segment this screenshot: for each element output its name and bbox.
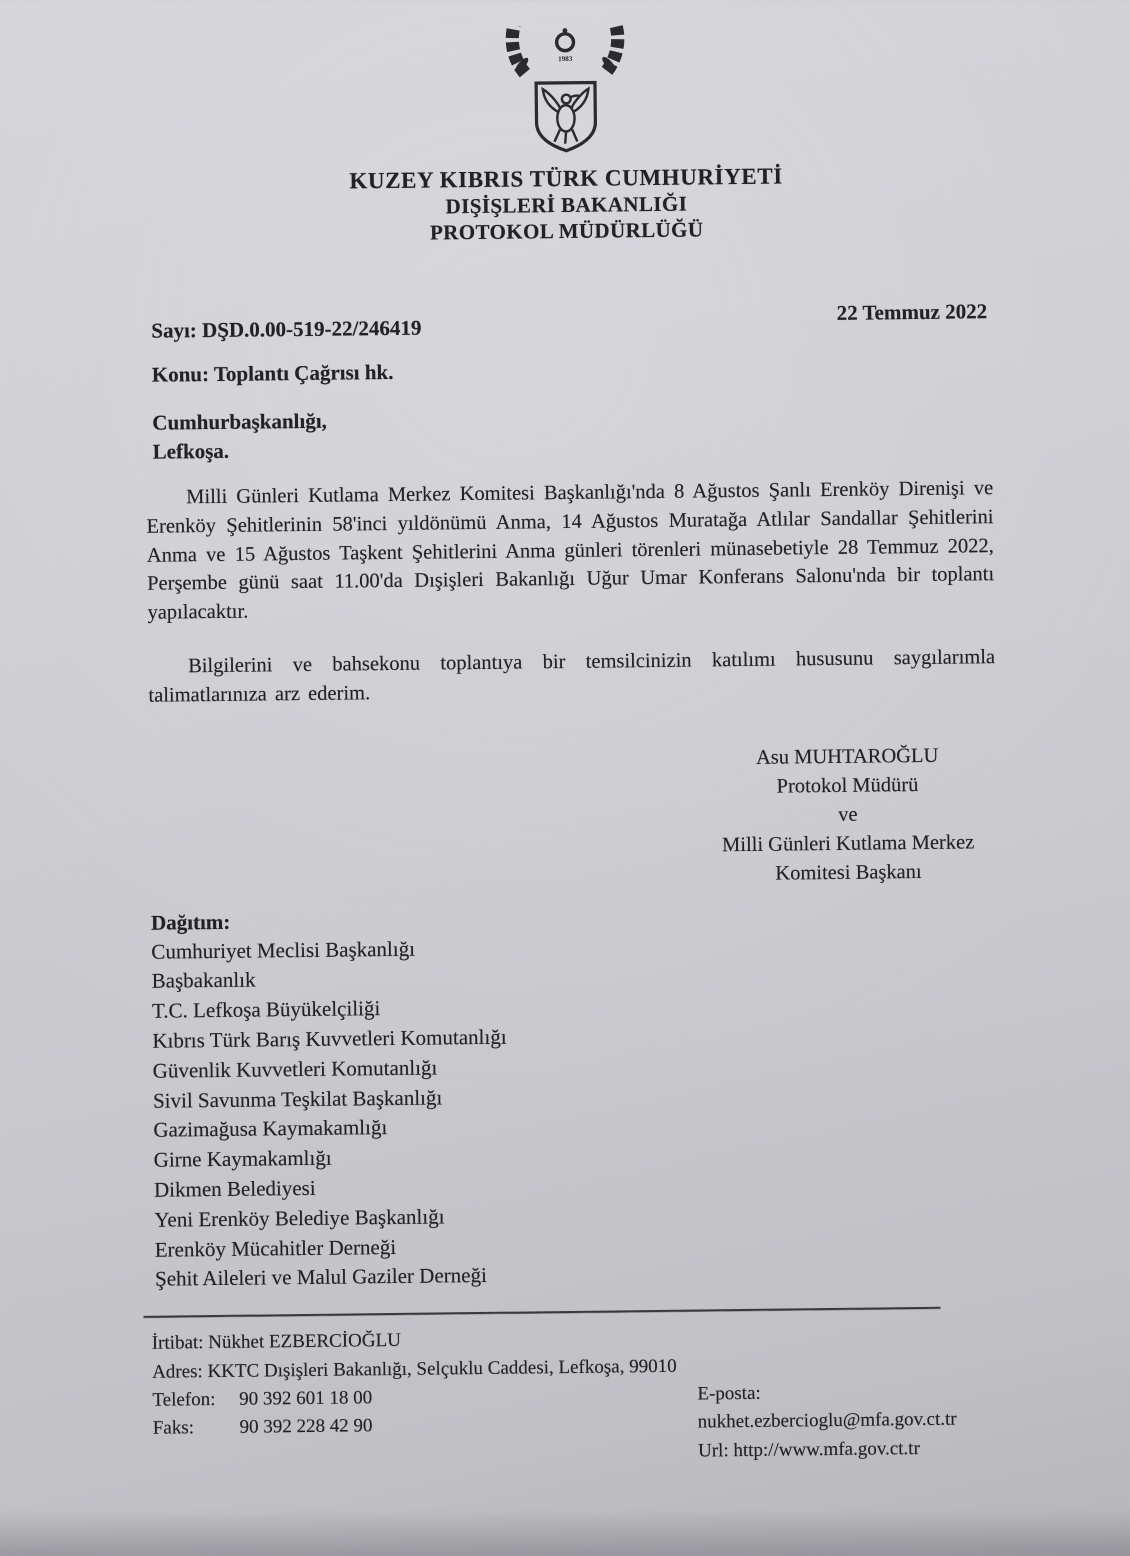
distribution-item: Kıbrıs Türk Barış Kuvvetleri Komutanlığı — [152, 1024, 507, 1053]
org-title-directorate: PROTOKOL MÜDÜRLÜĞÜ — [429, 217, 704, 245]
distribution-item: Cumhuriyet Meclisi Başkanlığı — [151, 936, 416, 964]
kktc-coat-of-arms-icon — [141, 21, 989, 167]
footer-email-line — [697, 1377, 1004, 1437]
signer-title-3: Komitesi Başkanı — [775, 860, 922, 885]
subject-value: Toplantı Çağrısı hk. — [213, 359, 394, 386]
email-value: nukhet.ezbercioglu@mfa.gov.ct.tr — [697, 1408, 957, 1433]
footer-fax-line — [153, 1409, 698, 1444]
footer-right-column — [697, 1377, 1004, 1466]
signer-title-2: Milli Günleri Kutlama Merkez — [721, 830, 975, 856]
distribution-item: Şehit Aileleri ve Malul Gaziler Derneği — [154, 1263, 487, 1292]
distribution-item: Dikmen Belediyesi — [153, 1175, 316, 1202]
distribution-label: Dağıtım: — [150, 909, 231, 935]
distribution-item: Güvenlik Kuvvetleri Komutanlığı — [152, 1055, 438, 1083]
signer-title-1: Protokol Müdürü — [776, 773, 919, 798]
footer-left-column — [152, 1380, 698, 1471]
footer-url-line — [698, 1434, 1004, 1466]
reference-label: Sayı: — [151, 318, 197, 343]
recipient-block — [145, 399, 993, 467]
letter-date: 22 Temmuz 2022 — [836, 299, 988, 325]
contact-label: İrtibat: — [151, 1332, 204, 1354]
org-title-ministry: DIŞİŞLERİ BAKANLIĞI — [445, 191, 688, 219]
distribution-item: Sivil Savunma Teşkilat Başkanlığı — [152, 1084, 443, 1113]
subject-line — [145, 353, 992, 388]
crescent-icon — [556, 34, 573, 51]
body-paragraph-2: Bilgilerini ve bahsekonu toplantıya bir temsilcinizin katılımı hususunu saygılarımla talimatlarınıza arz ederim. — [148, 646, 996, 707]
phone-label: Telefon: — [152, 1388, 216, 1411]
reference-number — [144, 316, 421, 344]
contact-value: Nükhet EZBERCİOĞLU — [208, 1330, 401, 1354]
footer-divider — [143, 1307, 940, 1318]
body-paragraph-1: Milli Günleri Kutlama Merkez Komitesi Başkanlığı'nda 8 Ağustos Şanlı Erenköy Direnişi ve Erenköy Şehitlerinin 58'inci yıldönümü Anma, 14 Ağustos Muratağa Atlılar Sandallar Şehitlerini Anma ve 15 Ağustos Taşkent Şehitlerini Anma günleri törenleri münasebetiyle 28 Temmuz 2022, Perşembe günü saat 11.00'da Dışişleri Bakanlığı Uğur Umar Konferans Salonu'nda bir toplantı yapılacaktır. — [146, 477, 995, 624]
emblem-year: 1983 — [557, 54, 572, 64]
signature-block — [692, 741, 1004, 890]
subject-label: Konu: — [151, 362, 210, 387]
emblem-svg — [493, 25, 637, 163]
url-value: http://www.mfa.gov.ct.tr — [733, 1437, 920, 1461]
fax-label: Faks: — [152, 1417, 195, 1440]
org-title-country: KUZEY KIBRIS TÜRK CUMHURİYETİ — [349, 163, 783, 194]
recipient-city: Lefkoşa. — [152, 438, 230, 464]
signer-name: Asu MUHTAROĞLU — [755, 744, 939, 769]
distribution-item: T.C. Lefkoşa Büyükelçiliği — [151, 996, 381, 1023]
distribution-list — [151, 898, 1002, 1295]
distribution-item: Gazimağusa Kaymakamlığı — [153, 1115, 388, 1143]
dove-icon — [542, 89, 588, 144]
distribution-item: Girne Kaymakamlığı — [153, 1145, 332, 1172]
distribution-item: Başbakanlık — [151, 967, 256, 994]
distribution-item: Erenköy Mücahitler Derneği — [154, 1234, 397, 1262]
recipient-name: Cumhurbaşkanlığı, — [152, 408, 327, 435]
signer-conjunction: ve — [838, 803, 858, 826]
fax-value: 90 392 228 42 90 — [239, 1415, 373, 1439]
url-label: Url: — [697, 1439, 729, 1462]
address-label: Adres: — [152, 1360, 203, 1383]
footer-columns — [152, 1377, 1004, 1472]
address-value: KKTC Dışişleri Bakanlığı, Selçuklu Caddesi, Lefkoşa, 99010 — [207, 1355, 677, 1382]
email-label: E-posta: — [697, 1382, 761, 1405]
reference-value: DŞD.0.00-519-22/246419 — [201, 315, 422, 343]
letterhead — [141, 21, 990, 249]
reference-row — [144, 299, 991, 344]
footer-contact-block — [152, 1320, 1005, 1472]
phone-value: 90 392 601 18 00 — [239, 1387, 373, 1410]
distribution-item: Yeni Erenköy Belediye Başkanlığı — [154, 1204, 445, 1232]
